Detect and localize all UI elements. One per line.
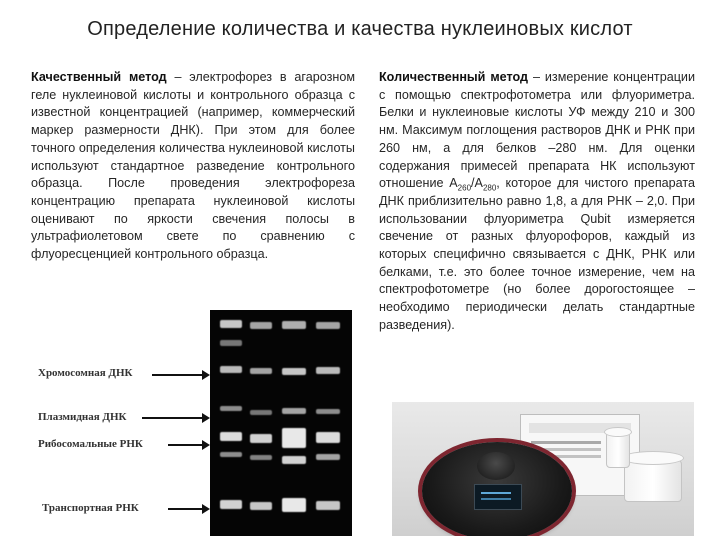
reagent-bottle: [606, 432, 630, 468]
gel-electrophoresis-figure: [32, 310, 352, 536]
qualitative-method-text: [31, 69, 355, 264]
qualitative-method-description: – электрофорез в агарозном геле нуклеиновой кислоты и контрольного образца с известной концентрацией (например, коммерческий маркер размерности ДНК). При этом для более точного определения количества нуклеиновой кислоты используют стандартное разведение контрольного образца. После проведения электрофореза концентрацию препарата нуклеиновой кислоты оценивают по яркости свечения полосы в ультрафиолетовом свете по сравнению с флуоресценцией контрольного образца.: [31, 70, 355, 262]
arrow-plasmid-icon: [142, 417, 208, 419]
label-chromosomal-dna: Хромосомная ДНК: [38, 367, 133, 379]
quantitative-method-description-part2: , которое для чистого препарата ДНК приблизительно равно 1,8, а для РНК – 2,0. При использовании флуориметра Qubit измеряется свечение от разных флуорофоров, каждый из которых специфично связывается с ДНК, РНК или белками, т.е. это более точное измерение, чем на спектрофотометре (но более дорогостоящее – необходимо периодически делать стандартные разведения).: [379, 176, 695, 332]
qubit-fluorometer-photo: [392, 402, 694, 536]
reagent-jar: [624, 460, 682, 502]
fluorometer-device: [422, 442, 572, 536]
gel-lane-3: [282, 310, 306, 536]
quantitative-method-text: [379, 69, 695, 335]
quantitative-method-term: Количественный метод: [379, 70, 529, 84]
ratio-slash: /A: [471, 176, 483, 191]
gel-lane-2: [250, 310, 272, 536]
fluorometer-lid: [477, 452, 515, 480]
gel-photo: [210, 310, 352, 536]
label-ribosomal-rna: Рибосомальные РНК: [38, 438, 143, 450]
absorbance-280-subscript: 280: [482, 183, 497, 193]
gel-lane-1: [220, 310, 242, 536]
fluorometer-screen: [474, 484, 522, 510]
quantitative-method-description-part1: – измерение концентрации с помощью спектрофотометра или флуориметра. Белки и нуклеиновые кислоты УФ между 210 и 300 нм. Максимум поглощения растворов ДНК и РНК при 260 нм, а для белков –280 нм. Для оценки содержания примесей препарата НК используют отношение A: [379, 70, 695, 191]
qualitative-method-term: Качественный метод: [31, 70, 167, 84]
gel-lane-4: [316, 310, 340, 536]
arrow-ribosomal-icon: [168, 444, 208, 446]
arrow-chromosomal-icon: [152, 374, 208, 376]
absorbance-260-subscript: 260: [457, 183, 472, 193]
slide-title: Определение количества и качества нуклеиновых кислот: [87, 18, 633, 40]
arrow-transport-icon: [168, 508, 208, 510]
label-plasmid-dna: Плазмидная ДНК: [38, 411, 127, 423]
label-transport-rna: Транспортная РНК: [42, 502, 139, 514]
